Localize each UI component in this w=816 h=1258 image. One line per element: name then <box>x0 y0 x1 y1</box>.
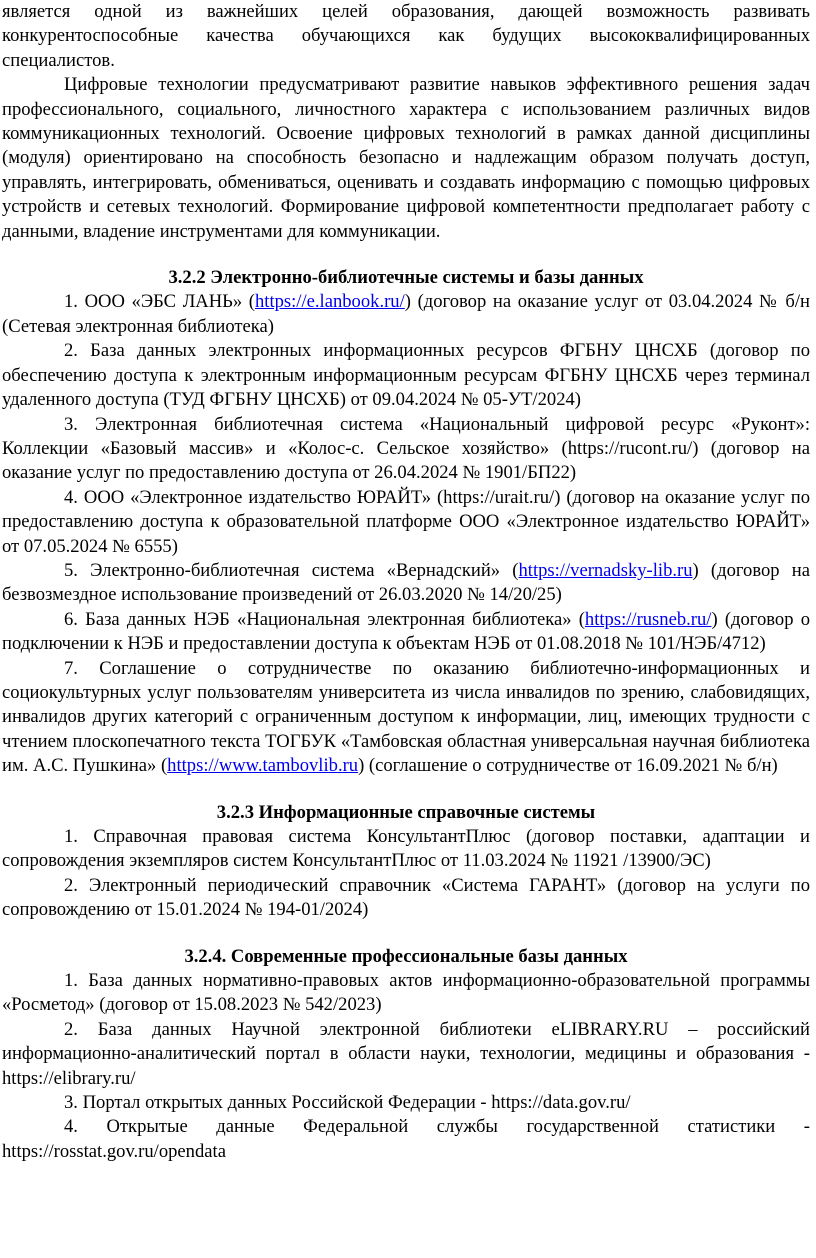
item-text: ) (соглашение о сотрудничестве от 16.09.2021 № б/н) <box>358 755 778 777</box>
list-item-neb <box>2 608 810 657</box>
item-text: 1. ООО «ЭБС ЛАНЬ» ( <box>64 291 255 313</box>
intro-paragraph-continued: является одной из важнейших целей образования, дающей возможность развивать конкурентоспособные качества обучающихся как будущих высококвалифицированных специалистов. <box>2 1 810 71</box>
list-item-garant: 2. Электронный периодический справочник «Система ГАРАНТ» (договор на услуги по сопровождению от 15.01.2024 № 194-01/2024) <box>2 874 810 921</box>
link-tambovlib[interactable]: https://www.tambovlib.ru <box>167 755 359 777</box>
section-heading-323: 3.2.3 Информационные справочные системы <box>216 801 596 823</box>
list-item-tambovlib <box>2 657 810 779</box>
list-item-data-gov: 3. Портал открытых данных Российской Федерации - https://data.gov.ru/ <box>64 1092 631 1114</box>
item-text: ) (договор на безвозмездное использование произведений от 26.03.2020 № 14/20/25) <box>2 559 810 606</box>
link-rusneb[interactable]: https://rusneb.ru/ <box>584 608 712 630</box>
list-item-urait: 4. ООО «Электронное издательство ЮРАЙТ» (https://urait.ru/) (договор на оказание услуг по предоставлению доступа к образовательной платформе ООО «Электронное издательство ЮРАЙТ» от 07.05.2024 № 6555) <box>2 486 810 557</box>
spacer <box>2 779 810 801</box>
list-item-rosstat: 4. Открытые данные Федеральной службы государственной статистики - https://rosstat.gov.ru/opendata <box>2 1116 810 1162</box>
item-text: ) (договор на оказание услуг от 03.04.2024 № б/н (Сетевая электронная библиотека) <box>2 291 810 337</box>
intro-paragraph-digital-tech: Цифровые технологии предусматривают развитие навыков эффективного решения задач профессионального, социального, личностного характера с использованием различных видов коммуникационных технологий. Освоение цифровых технологий в рамках данной дисциплины (модуля) ориентировано на способность безопасно и надлежащим образом получать доступ, управлять, интегрировать, обмениваться, оценивать и создавать информацию с помощью цифровых устройств и сетевых технологий. Формирование цифровой компетентности предполагает работу с данными, владение инструментами для коммуникации. <box>2 74 810 242</box>
list-item-elibrary: 2. База данных Научной электронной библиотеки eLIBRARY.RU – российский информационно-аналитический портал в области науки, технологии, медицины и образования - https://elibrary.ru/ <box>2 1018 810 1089</box>
list-item-rucont: 3. Электронная библиотечная система «Национальный цифровой ресурс «Руконт»: Коллекции «Базовый массив» и «Колос-с. Сельское хозяйство» (https://rucont.ru/) (договор на оказание услуг по предоставлению доступа от 26.04.2024 № 1901/БП22) <box>2 413 810 484</box>
list-item-consultant: 1. Справочная правовая система КонсультантПлюс (договор поставки, адаптации и сопровождения экземпляров систем КонсультантПлюс от 11.03.2024 № 11921 /13900/ЭС) <box>2 826 810 872</box>
spacer <box>2 244 810 266</box>
item-text: 7. Соглашение о сотрудничестве по оказанию библиотечно-информационных и социокультурных услуг пользователям университета из числа инвалидов по зрению, слабовидящих, инвалидов других категорий с ограниченным доступом к информации, лиц, имеющих трудности с чтением плоскопечатного текста ТОГБУК «Тамбовская областная универсальная научная библиотека им. А.С. Пушкина» ( <box>2 657 810 777</box>
list-item-cnshb: 2. База данных электронных информационных ресурсов ФГБНУ ЦНСХБ (договор по обеспечению доступа к электронным информационным ресурсам ФГБНУ ЦНСХБ через терминал удаленного доступа (ТУД ФГБНУ ЦНСХБ) от 09.04.2024 № 05-УТ/2024) <box>2 340 810 411</box>
list-item-vernadsky <box>2 559 810 608</box>
item-text: 6. База данных НЭБ «Национальная электронная библиотека» ( <box>64 608 585 630</box>
item-text: 5. Электронно-библиотечная система «Вернадский» ( <box>64 559 519 581</box>
item-text: ) (договор о подключении к НЭБ и предоставлении доступа к объектам НЭБ от 01.08.2018 № 101/НЭБ/4712) <box>2 608 810 655</box>
section-heading-322: 3.2.2 Электронно-библиотечные системы и базы данных <box>168 267 644 289</box>
list-item-lanbook <box>2 290 810 339</box>
section-heading-324: 3.2.4. Современные профессиональные базы данных <box>184 945 628 967</box>
list-item-rosmetod: 1. База данных нормативно-правовых актов информационно-образовательной программы «Росметод» (договор от 15.08.2023 № 542/2023) <box>2 970 810 1016</box>
spacer <box>2 923 810 945</box>
link-vernadsky[interactable]: https://vernadsky-lib.ru <box>518 559 693 581</box>
link-lanbook[interactable]: https://e.lanbook.ru/ <box>254 291 405 313</box>
